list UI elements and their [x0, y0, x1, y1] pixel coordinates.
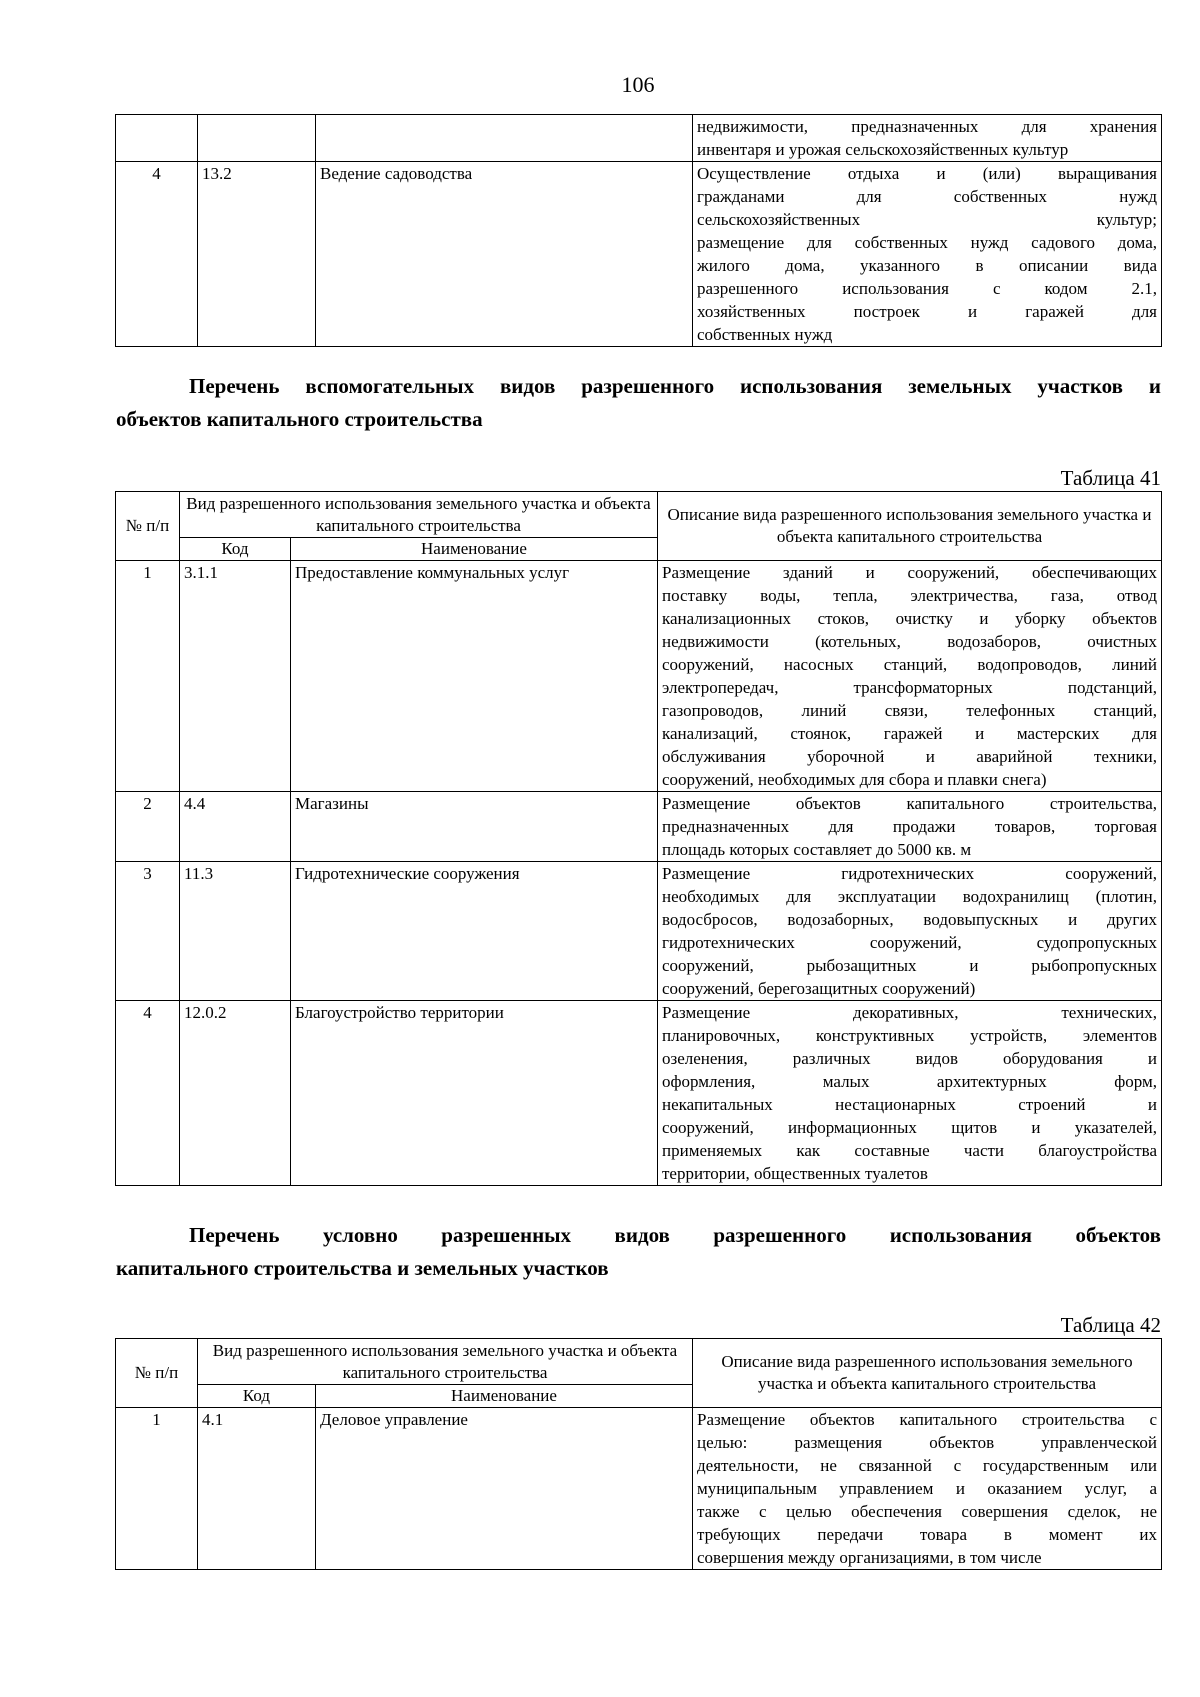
description-line: хозяйственных построек и гаражей для — [697, 302, 1157, 321]
description-line: электропередач, трансформаторных подстанций, — [662, 678, 1157, 697]
table-row — [116, 561, 1162, 792]
section-42-heading — [116, 1219, 1161, 1285]
description-line: оформления, малых архитектурных форм, — [662, 1072, 1157, 1091]
row-description — [658, 1001, 1162, 1186]
page-number: 106 — [621, 72, 655, 97]
description-line: территории, общественных туалетов — [662, 1164, 928, 1183]
description-line: сооружений, информационных щитов и указателей, — [662, 1118, 1157, 1137]
row-name: Магазины — [291, 792, 658, 862]
row-code: 11.3 — [180, 862, 291, 1001]
description-line: некапитальных нестационарных строений и — [662, 1095, 1157, 1114]
row-name: Ведение садоводства — [316, 162, 693, 347]
description-line: Размещение гидротехнических сооружений, — [662, 864, 1157, 883]
description-line: сооружений, берегозащитных сооружений) — [662, 979, 976, 998]
description-line: водосбросов, водозаборных, водовыпускных и других — [662, 910, 1157, 929]
row-code: 3.1.1 — [180, 561, 291, 792]
description-line: площадь которых составляет до 5000 кв. м — [662, 840, 972, 859]
description-line: требующих передачи товара в момент их — [697, 1525, 1157, 1544]
continuation-table — [115, 114, 1162, 347]
description-line: сельскохозяйственных культур; — [697, 210, 1157, 229]
section-41-heading — [116, 370, 1161, 436]
row-code — [198, 115, 316, 162]
description-line: Размещение объектов капитального строительства, — [662, 794, 1157, 813]
description-line: газопроводов, линий связи, телефонных станций, — [662, 701, 1157, 720]
table-42-header-code: Код — [198, 1385, 316, 1408]
description-line: сооружений, необходимых для сбора и плавки снега) — [662, 770, 1047, 789]
description-line: канализаций, стоянок, гаражей и мастерских для — [662, 724, 1157, 743]
row-name: Деловое управление — [316, 1408, 693, 1570]
row-number: 1 — [116, 1408, 198, 1570]
table-41 — [115, 491, 1162, 1186]
description-line: гражданами для собственных нужд — [697, 187, 1157, 206]
continuation-table-body — [116, 115, 1162, 347]
row-name: Гидротехнические сооружения — [291, 862, 658, 1001]
description-line: гидротехнических сооружений, судопропускных — [662, 933, 1157, 952]
table-row — [116, 115, 1162, 162]
row-name: Предоставление коммунальных услуг — [291, 561, 658, 792]
description-line: применяемых как составные части благоустройства — [662, 1141, 1157, 1160]
section-41-heading-line2: объектов капитального строительства — [116, 407, 483, 431]
description-line: предназначенных для продажи товаров, торговая — [662, 817, 1157, 836]
section-41-heading-line1: Перечень вспомогательных видов разрешенного использования земельных участков и — [189, 374, 1161, 398]
description-line: целью: размещения объектов управленческой — [697, 1433, 1157, 1452]
table-41-header-name: Наименование — [291, 538, 658, 561]
table-42-header-group: Вид разрешенного использования земельного участка и объекта капитального строительства — [198, 1339, 693, 1385]
row-description — [693, 162, 1162, 347]
description-line: также с целью обеспечения совершения сделок, не — [697, 1502, 1157, 1521]
table-41-header-desc: Описание вида разрешенного использования земельного участка и объекта капитального строительства — [658, 492, 1162, 561]
description-line: размещение для собственных нужд садового дома, — [697, 233, 1157, 252]
row-description — [658, 561, 1162, 792]
description-line: собственных нужд — [697, 325, 833, 344]
table-row — [116, 792, 1162, 862]
table-42 — [115, 1338, 1162, 1570]
row-number — [116, 115, 198, 162]
row-name — [316, 115, 693, 162]
description-line: обслуживания уборочной и аварийной техники, — [662, 747, 1157, 766]
row-number: 3 — [116, 862, 180, 1001]
table-42-header-num: № п/п — [116, 1339, 198, 1408]
table-row — [116, 1408, 1162, 1570]
description-line: канализационных стоков, очистку и уборку объектов — [662, 609, 1157, 628]
description-line: необходимых для эксплуатации водохранилищ (плотин, — [662, 887, 1157, 906]
row-description — [658, 792, 1162, 862]
description-line: инвентаря и урожая сельскохозяйственных культур — [697, 140, 1069, 159]
section-42-heading-line2: капитального строительства и земельных участков — [116, 1256, 609, 1280]
table-row — [116, 862, 1162, 1001]
row-description — [693, 1408, 1162, 1570]
row-number: 4 — [116, 162, 198, 347]
description-line: сооружений, рыбозащитных и рыбопропускных — [662, 956, 1157, 975]
row-code: 4.1 — [198, 1408, 316, 1570]
table-42-header-desc: Описание вида разрешенного использования земельного участка и объекта капитального строительства — [693, 1339, 1162, 1408]
description-line: озеленения, различных видов оборудования и — [662, 1049, 1157, 1068]
table-row — [116, 1001, 1162, 1186]
description-line: недвижимости (котельных, водозаборов, очистных — [662, 632, 1157, 651]
table-41-header-code: Код — [180, 538, 291, 561]
description-line: Размещение объектов капитального строительства с — [697, 1410, 1157, 1429]
row-number: 2 — [116, 792, 180, 862]
table-41-header-group: Вид разрешенного использования земельного участка и объекта капитального строительства — [180, 492, 658, 538]
table-42-header-name: Наименование — [316, 1385, 693, 1408]
row-code: 12.0.2 — [180, 1001, 291, 1186]
row-code: 13.2 — [198, 162, 316, 347]
description-line: недвижимости, предназначенных для хранения — [697, 117, 1157, 136]
row-description — [693, 115, 1162, 162]
table-42-caption: Таблица 42 — [1060, 1313, 1161, 1337]
table-41-header-num: № п/п — [116, 492, 180, 561]
table-row — [116, 162, 1162, 347]
row-description — [658, 862, 1162, 1001]
row-name: Благоустройство территории — [291, 1001, 658, 1186]
section-42-heading-line1: Перечень условно разрешенных видов разрешенного использования объектов — [189, 1223, 1161, 1247]
row-number: 1 — [116, 561, 180, 792]
description-line: планировочных, конструктивных устройств, элементов — [662, 1026, 1157, 1045]
description-line: деятельности, не связанной с государственным или — [697, 1456, 1157, 1475]
description-line: муниципальным управлением и оказанием услуг, а — [697, 1479, 1157, 1498]
description-line: разрешенного использования с кодом 2.1, — [697, 279, 1157, 298]
row-number: 4 — [116, 1001, 180, 1186]
description-line: жилого дома, указанного в описании вида — [697, 256, 1157, 275]
description-line: сооружений, насосных станций, водопроводов, линий — [662, 655, 1157, 674]
table-42-body — [116, 1408, 1162, 1570]
row-code: 4.4 — [180, 792, 291, 862]
description-line: Осуществление отдыха и (или) выращивания — [697, 164, 1157, 183]
description-line: совершения между организациями, в том числе — [697, 1548, 1042, 1567]
table-41-body — [116, 561, 1162, 1186]
description-line: Размещение зданий и сооружений, обеспечивающих — [662, 563, 1157, 582]
description-line: поставку воды, тепла, электричества, газа, отвод — [662, 586, 1157, 605]
description-line: Размещение декоративных, технических, — [662, 1003, 1157, 1022]
table-41-caption: Таблица 41 — [1060, 466, 1161, 490]
